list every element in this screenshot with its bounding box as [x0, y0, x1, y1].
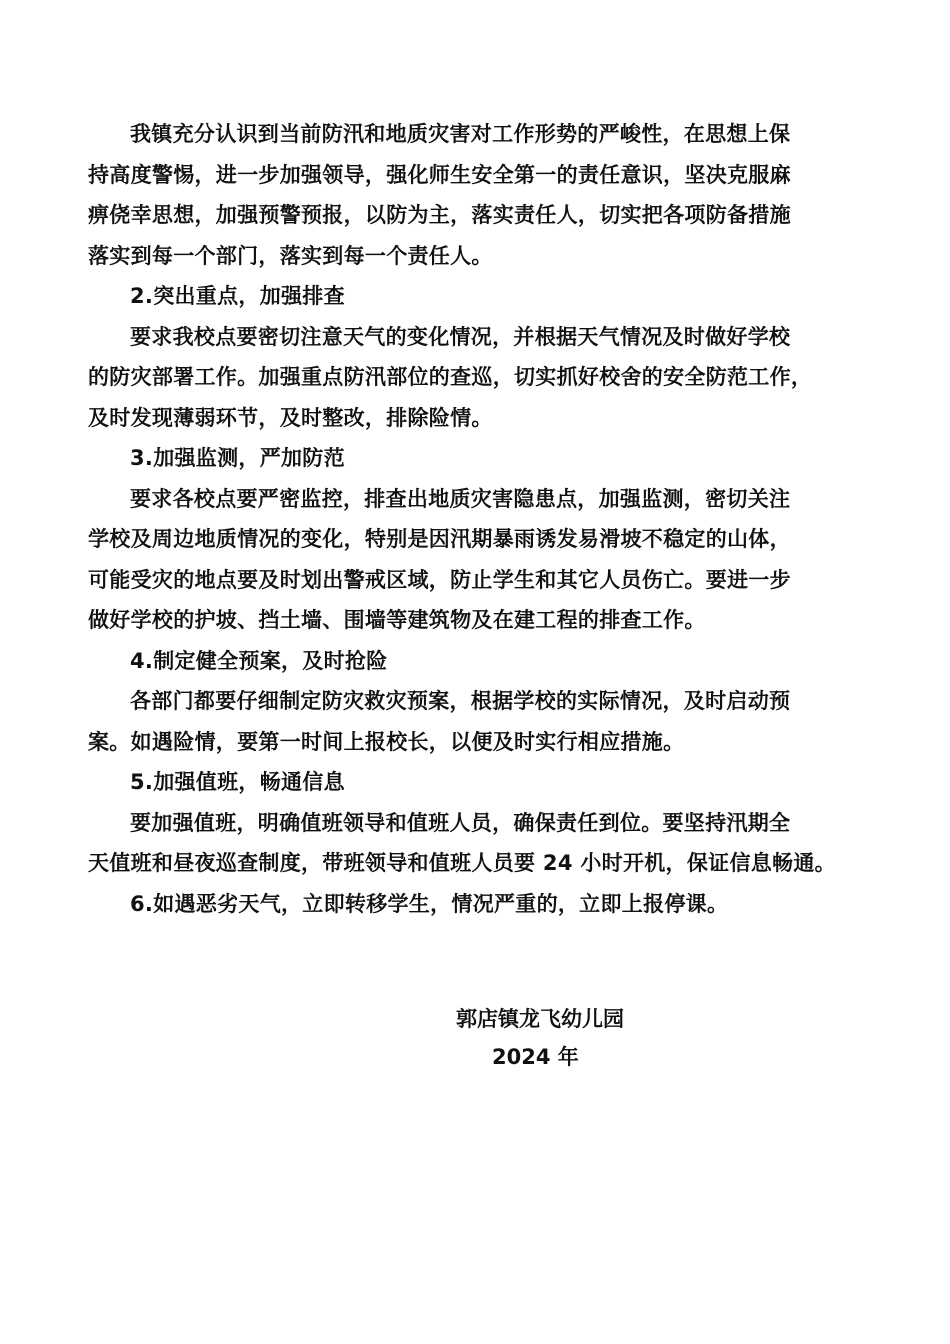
- paragraph-line: 要加强值班，明确值班领导和值班人员，确保责任到位。要坚持汛期全: [130, 810, 791, 835]
- section-heading: 3.加强监测，严加防范: [130, 446, 345, 470]
- section-heading: 4.制定健全预案，及时抢险: [130, 648, 388, 673]
- section-heading: 2.突出重点，加强排查: [130, 284, 345, 308]
- paragraph-line: 学校及周边地质情况的变化，特别是因汛期暴雨诱发易滑坡不稳定的山体，: [88, 527, 791, 551]
- paragraph-line: 天值班和昼夜巡查制度，带班领导和值班人员要 24 小时开机，保证信息畅通。: [88, 851, 836, 875]
- paragraph-line: 我镇充分认识到当前防汛和地质灾害对工作形势的严峻性，在思想上保: [130, 122, 791, 146]
- paragraph-line: 案。如遇险情，要第一时间上报校长，以便及时实行相应措施。: [88, 729, 685, 754]
- paragraph-line: 及时发现薄弱环节，及时整改，排除险情。: [88, 405, 493, 430]
- signature-year: 2024 年: [492, 1045, 579, 1069]
- paragraph-line: 痹侥幸思想，加强预警预报，以防为主，落实责任人，切实把各项防备措施: [88, 203, 791, 227]
- document-body: [88, 114, 878, 924]
- paragraph-line: 要求各校点要严密监控，排查出地质灾害隐患点，加强监测，密切关注: [130, 486, 791, 511]
- paragraph-line: 要求我校点要密切注意天气的变化情况，并根据天气情况及时做好学校: [130, 324, 791, 349]
- paragraph-line: 持高度警惕，进一步加强领导，强化师生安全第一的责任意识，坚决克服麻: [88, 162, 791, 187]
- section-heading: 5.加强值班，畅通信息: [130, 770, 345, 794]
- signature-organization: 郭店镇龙飞幼儿园: [456, 1007, 624, 1031]
- paragraph-line: 落实到每一个部门，落实到每一个责任人。: [88, 243, 493, 268]
- section-heading: 6.如遇恶劣天气，立即转移学生，情况严重的，立即上报停课。: [130, 891, 729, 916]
- paragraph-line: 的防灾部署工作。加强重点防汛部位的查巡，切实抓好校舍的安全防范工作，: [88, 365, 813, 389]
- paragraph-line: 做好学校的护坡、挡土墙、围墙等建筑物及在建工程的排查工作。: [88, 608, 706, 632]
- paragraph-line: 各部门都要仔细制定防灾救灾预案，根据学校的实际情况，及时启动预: [130, 689, 791, 713]
- paragraph-line: 可能受灾的地点要及时划出警戒区域，防止学生和其它人员伤亡。要进一步: [88, 567, 791, 592]
